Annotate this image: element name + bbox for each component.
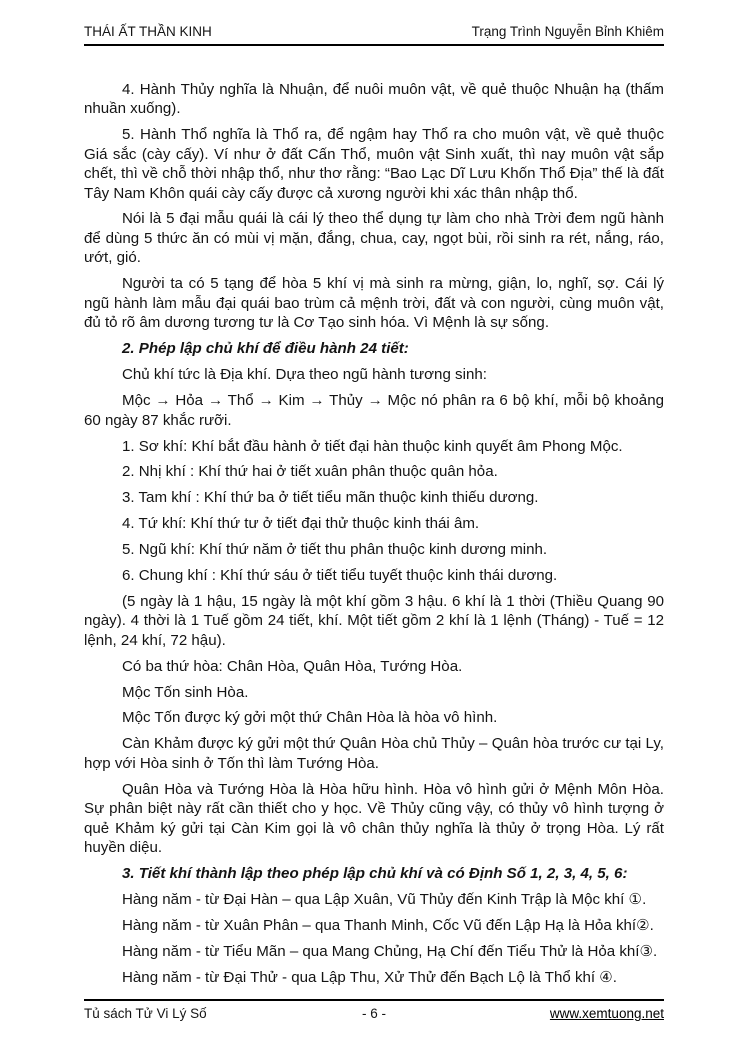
paragraph: Mộc Tốn sinh Hòa. [122, 683, 249, 701]
paragraph: 1. Sơ khí: Khí bắt đầu hành ở tiết đại hàn thuộc kinh quyết âm Phong Mộc. [122, 437, 623, 455]
section-heading: 2. Phép lập chủ khí để điều hành 24 tiết: [122, 339, 409, 357]
paragraph: Hàng năm - từ Xuân Phân – qua Thanh Minh, Cốc Vũ đến Lập Hạ là Hỏa khí②. [122, 917, 654, 935]
paragraph: Nói là 5 đại mẫu quái là cái lý theo thể dụng tự làm cho nhà Trời đem ngũ hành để dùng 5 thức ăn có mùi vị mặn, đắng, chua, cay, ngọt bùi, rồi sinh ra rét, nắng, ráo, ướt, gió. [84, 210, 664, 267]
footer-series-title: Tủ sách Tử Vi Lý Số [84, 1006, 207, 1021]
page-header [84, 24, 664, 46]
paragraph: Quân Hòa và Tướng Hòa là Hòa hữu hình. Hòa vô hình gửi ở Mệnh Môn Hòa. Sự phân biệt này rất cần thiết cho y học. Về Thủy cũng vậy, có thủy vô hình tượng ở quẻ Khảm ký gửi tại Càn Kim gọi là vô chân thủy nghĩa là thủy ở trọng Hòa. Lý rất huyền diệu. [84, 780, 664, 856]
paragraph: 5. Ngũ khí: Khí thứ năm ở tiết thu phân thuộc kinh dương minh. [122, 541, 548, 559]
document-body [84, 80, 664, 994]
footer-website-link[interactable]: www.xemtuong.net [549, 1006, 664, 1021]
paragraph: Người ta có 5 tạng để hòa 5 khí vị mà sinh ra mừng, giận, lo, nghĩ, sợ. Cái lý ngũ hành làm mẫu đại quái bao trùm cả mệnh trời, đất và con người, cùng muôn vật, đủ tỏ rõ âm dương tương tư là Cơ Tạo sinh hóa. Vì Mệnh là sự sống. [84, 275, 664, 331]
paragraph: Hàng năm - từ Tiểu Mãn – qua Mang Chủng, Hạ Chí đến Tiểu Thử là Hỏa khí③. [122, 943, 658, 961]
footer-page-number: - 6 - [361, 1006, 386, 1021]
paragraph: Mộc → Hỏa → Thổ → Kim → Thủy → Mộc nó phân ra 6 bộ khí, mỗi bộ khoảng 60 ngày 87 khắc rưỡi. [84, 392, 664, 429]
paragraph: 4. Hành Thủy nghĩa là Nhuận, để nuôi muôn vật, về quẻ thuộc Nhuận hạ (thấm nhuần xuống). [84, 81, 664, 118]
paragraph: 4. Tứ khí: Khí thứ tư ở tiết đại thử thuộc kinh thái âm. [122, 515, 480, 533]
paragraph: 2. Nhị khí : Khí thứ hai ở tiết xuân phân thuộc quân hỏa. [122, 463, 498, 481]
paragraph: (5 ngày là 1 hậu, 15 ngày là một khí gồm 3 hậu. 6 khí là 1 thời (Thiều Quang 90 ngày). 4 thời là 1 Tuế gồm 24 tiết, khí. Một tiết gồm 2 khí là 1 lệnh (Tháng) - Tuế = 12 lệnh, 24 khí, 72 hậu). [84, 592, 664, 649]
paragraph: Có ba thứ hòa: Chân Hòa, Quân Hòa, Tướng Hòa. [122, 657, 463, 675]
paragraph: 6. Chung khí : Khí thứ sáu ở tiết tiểu tuyết thuộc kinh thái dương. [122, 567, 558, 585]
section-heading: 3. Tiết khí thành lập theo phép lập chủ khí và có Định Số 1, 2, 3, 4, 5, 6: [122, 864, 628, 882]
header-author: Trạng Trình Nguyễn Bỉnh Khiêm [471, 24, 664, 39]
header-rule [84, 44, 664, 46]
paragraph: Càn Khảm được ký gửi một thứ Quân Hòa chủ Thủy – Quân hòa trước cư tại Ly, hợp với Hòa sinh ở Tốn thì làm Tướng Hòa. [84, 735, 664, 772]
header-book-title: THÁI ẤT THẦN KINH [84, 24, 212, 39]
paragraph: 5. Hành Thổ nghĩa là Thổ ra, để ngậm hay Thổ ra cho muôn vật, về quẻ thuộc Giá sắc (cày cấy). Ví như ở đất Cấn Thổ, muôn vật Sinh xuất, thì nay muôn vật sắp chết, thì về chỗ thời nhập thổ, như thơ rằng: “Bao Lạc Dĩ Lưu Khốn Thổ Địa” thế là đất Tây Nam Khôn quái cày cấy được cả xương người khi xác thân nhập thổ. [84, 126, 664, 202]
paragraph: Mộc Tốn được ký gởi một thứ Chân Hòa là hòa vô hình. [122, 709, 498, 727]
page-footer [84, 999, 664, 1021]
paragraph: Hàng năm - từ Đại Thử - qua Lập Thu, Xử Thử đến Bạch Lộ là Thổ khí ④. [122, 968, 618, 986]
paragraph: 3. Tam khí : Khí thứ ba ở tiết tiểu mãn thuộc kinh thiếu dương. [122, 489, 539, 507]
footer-rule [84, 999, 664, 1001]
paragraph: Hàng năm - từ Đại Hàn – qua Lập Xuân, Vũ Thủy đến Kinh Trập là Mộc khí ①. [122, 891, 647, 909]
paragraph: Chủ khí tức là Địa khí. Dựa theo ngũ hành tương sinh: [122, 366, 487, 384]
